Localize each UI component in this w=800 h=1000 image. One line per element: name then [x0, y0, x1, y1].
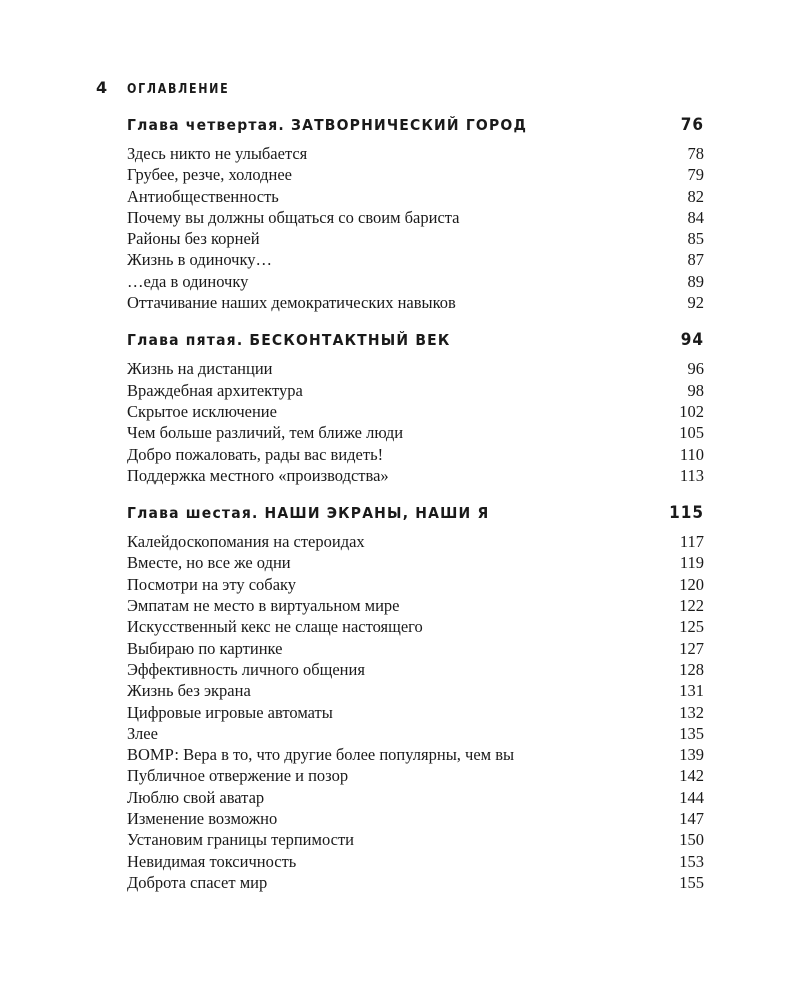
toc-entry-page-number: 127: [679, 638, 704, 658]
toc-entry-title: Посмотри на эту собаку: [127, 574, 297, 594]
toc-entry[interactable]: [127, 444, 704, 465]
toc-entry-page-number: 92: [687, 293, 704, 313]
toc-entry[interactable]: [127, 228, 704, 249]
chapter-heading[interactable]: [127, 503, 704, 531]
toc-entry-title: Искусственный кекс не слаще настоящего: [127, 617, 423, 637]
section-title: ОГЛАВЛЕНИЕ: [127, 82, 230, 97]
chapter-heading[interactable]: [127, 330, 704, 358]
toc-entry-page-number: 131: [679, 681, 704, 701]
toc-entry[interactable]: [127, 271, 704, 292]
toc-entry-page-number: 89: [687, 271, 704, 291]
toc-entry-page-number: 96: [687, 359, 704, 379]
toc-entry[interactable]: [127, 401, 704, 422]
toc-entry[interactable]: [127, 744, 704, 765]
chapter-title: Глава шестая. НАШИ ЭКРАНЫ, НАШИ Я: [127, 504, 490, 523]
toc-entry-page-number: 98: [687, 380, 704, 400]
toc-entry-title: Районы без корней: [127, 229, 260, 249]
toc-entry-title: Калейдоскопомания на стероидах: [127, 532, 365, 552]
chapter-page-number: 115: [669, 503, 704, 524]
toc-entry-page-number: 117: [679, 532, 704, 552]
toc-entry-title: ВОМР: Вера в то, что другие более популярны, чем вы: [127, 745, 515, 765]
toc-entry[interactable]: [127, 659, 704, 680]
toc-entry[interactable]: [127, 207, 704, 228]
toc-entry-page-number: 139: [679, 745, 704, 765]
toc-entry-page-number: 122: [679, 596, 704, 616]
toc-entry[interactable]: [127, 164, 704, 185]
toc-entry-page-number: 125: [679, 617, 704, 637]
toc-entry-title: Невидимая токсичность: [127, 851, 297, 871]
toc-entry[interactable]: [127, 638, 704, 659]
toc-entry-page-number: 85: [687, 229, 704, 249]
toc-entry-title: Цифровые игровые автоматы: [127, 702, 333, 722]
toc-entry[interactable]: [127, 595, 704, 616]
toc-entry-page-number: 82: [687, 186, 704, 206]
toc-entry-title: Вместе, но все же одни: [127, 553, 291, 573]
toc-entry-title: Жизнь на дистанции: [127, 359, 273, 379]
chapter-section: [127, 115, 704, 313]
toc-entry-page-number: 132: [679, 702, 704, 722]
toc-entry-title: Оттачивание наших демократических навыков: [127, 293, 456, 313]
toc-entry-title: Почему вы должны общаться со своим бариста: [127, 207, 460, 227]
toc-entry-page-number: 78: [687, 144, 704, 163]
chapter-page-number: 76: [680, 115, 704, 135]
toc-entry-title: Добро пожаловать, рады вас видеть!: [127, 444, 384, 464]
toc-entry[interactable]: [127, 380, 704, 401]
toc-entry[interactable]: [127, 872, 704, 893]
toc-entry[interactable]: [127, 829, 704, 850]
toc-entry-title: Жизнь в одиночку…: [127, 250, 273, 270]
toc-entry-title: Жизнь без экрана: [127, 681, 251, 701]
toc-entry-title: Доброта спасет мир: [127, 872, 268, 892]
toc-entry[interactable]: [127, 358, 704, 379]
toc-entry[interactable]: [127, 422, 704, 443]
toc-entry[interactable]: [127, 851, 704, 872]
toc-entry[interactable]: [127, 765, 704, 786]
chapter-section: [127, 330, 704, 486]
toc-entry[interactable]: [127, 574, 704, 595]
toc-entry-title: Эмпатам не место в виртуальном мире: [127, 596, 400, 616]
chapter-heading[interactable]: [127, 115, 704, 143]
toc-entry-page-number: 84: [687, 207, 704, 227]
toc-entry-page-number: 135: [679, 723, 704, 743]
toc-entry[interactable]: [127, 808, 704, 829]
toc-entry-page-number: 128: [679, 659, 704, 679]
toc-entry-title: Антиобщественность: [127, 186, 279, 206]
toc-entry-title: Люблю свой аватар: [127, 787, 265, 807]
chapter-title: Глава четвертая. ЗАТВОРНИЧЕСКИЙ ГОРОД: [127, 116, 528, 134]
toc-entry-page-number: 110: [679, 444, 704, 464]
page-number: 4: [96, 78, 108, 97]
toc-entry-page-number: 79: [687, 165, 704, 185]
toc-entry[interactable]: [127, 680, 704, 701]
toc-entry[interactable]: [127, 249, 704, 270]
toc-entry[interactable]: [127, 143, 704, 164]
toc-entry-page-number: 147: [679, 809, 704, 829]
toc-entry-title: Здесь никто не улыбается: [127, 144, 308, 163]
toc-entry[interactable]: [127, 531, 704, 552]
toc-entry[interactable]: [127, 292, 704, 313]
toc-entry[interactable]: [127, 465, 704, 486]
toc-entry-title: Грубее, резче, холоднее: [127, 165, 293, 185]
toc-entry[interactable]: [127, 787, 704, 808]
toc-entry-page-number: 119: [679, 553, 704, 573]
toc-entry-page-number: 105: [679, 423, 704, 443]
toc-entry[interactable]: [127, 186, 704, 207]
toc-entry[interactable]: [127, 552, 704, 573]
toc-entry-title: Скрытое исключение: [127, 401, 277, 421]
toc-entry-title: Изменение возможно: [127, 809, 278, 829]
toc-entry-page-number: 150: [679, 830, 704, 850]
toc-entry-title: Чем больше различий, тем ближе люди: [127, 423, 404, 443]
table-of-contents: [127, 115, 704, 910]
toc-entry-page-number: 102: [679, 401, 704, 421]
toc-entry-page-number: 120: [679, 574, 704, 594]
toc-entry-page-number: 155: [679, 872, 704, 892]
toc-entry-title: Злее: [127, 723, 158, 743]
toc-entry-page-number: 142: [679, 766, 704, 786]
toc-entry-title: …еда в одиночку: [127, 271, 249, 291]
toc-entry-title: Поддержка местного «производства»: [127, 465, 389, 485]
toc-entry-page-number: 153: [679, 851, 704, 871]
running-header: [96, 78, 248, 97]
toc-entry[interactable]: [127, 616, 704, 637]
toc-entry[interactable]: [127, 702, 704, 723]
toc-entry-page-number: 113: [679, 465, 704, 485]
toc-entry-title: Выбираю по картинке: [127, 638, 283, 658]
toc-entry-title: Враждебная архитектура: [127, 380, 303, 400]
chapter-title: Глава пятая. БЕСКОНТАКТНЫЙ ВЕК: [127, 331, 451, 350]
toc-entry[interactable]: [127, 723, 704, 744]
chapter-section: [127, 503, 704, 893]
toc-entry-page-number: 144: [679, 787, 704, 807]
chapter-page-number: 94: [680, 330, 704, 351]
toc-entry-title: Эффективность личного общения: [127, 659, 365, 679]
toc-entry-title: Публичное отвержение и позор: [127, 766, 349, 786]
toc-entry-page-number: 87: [687, 250, 704, 270]
toc-entry-title: Установим границы терпимости: [127, 830, 354, 850]
